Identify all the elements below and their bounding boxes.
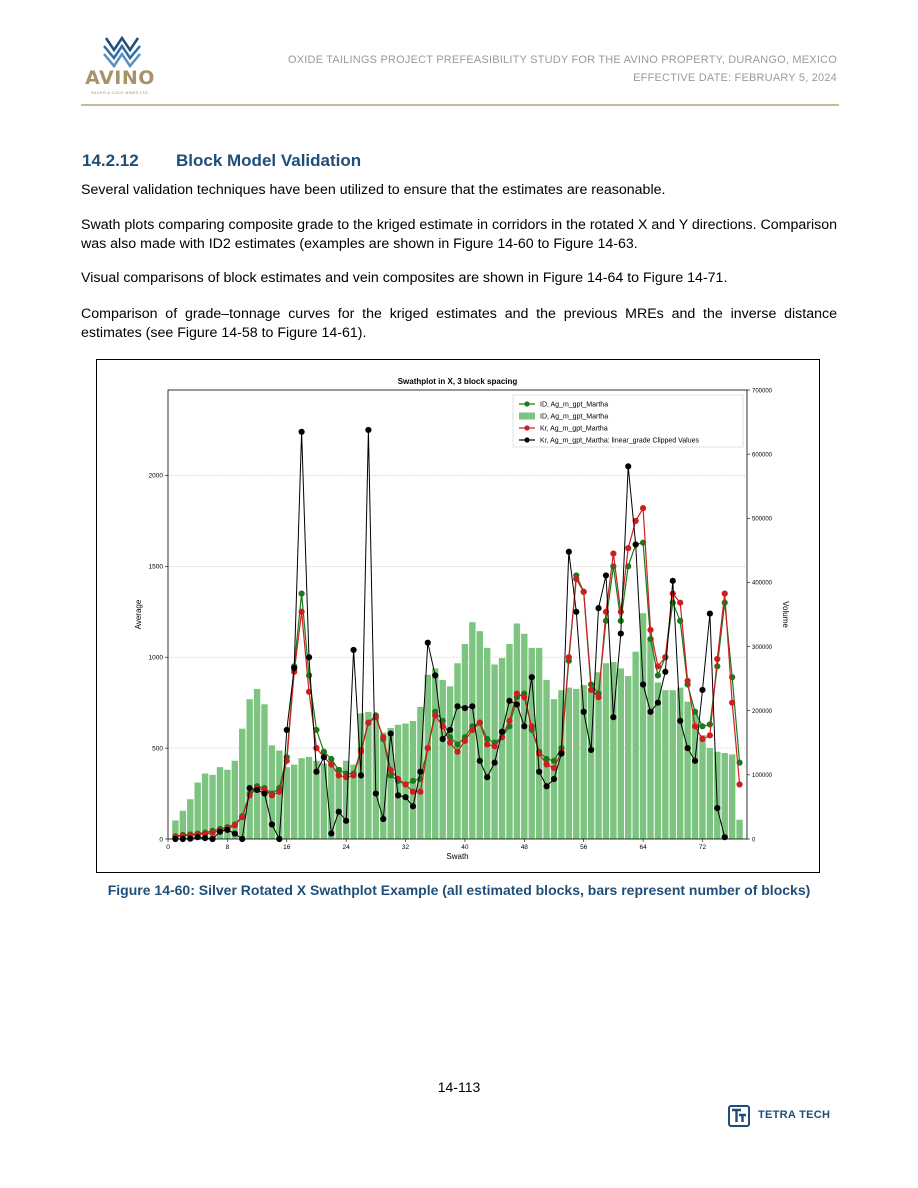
x-tick-label: 24	[342, 844, 350, 851]
volume-bar	[603, 663, 609, 839]
data-point	[685, 746, 690, 751]
data-point	[403, 782, 408, 787]
data-point	[403, 795, 408, 800]
y2-tick-label: 300000	[752, 644, 773, 651]
tetra-tech-mark-icon	[728, 1105, 750, 1127]
data-point	[351, 647, 356, 652]
data-point	[678, 600, 683, 605]
data-point	[455, 749, 460, 754]
data-point	[418, 789, 423, 794]
x-tick-label: 32	[401, 844, 410, 851]
figure-caption: Figure 14-60: Silver Rotated X Swathplot Example (all estimated blocks, bars represent number of blocks)	[107, 882, 811, 898]
volume-bar	[729, 754, 735, 839]
data-point	[462, 738, 467, 743]
data-point	[269, 793, 274, 798]
header-title: OXIDE TAILINGS PROJECT PREFEASIBILITY STUDY FOR THE AVINO PROPERTY, DURANGO, MEXICO	[288, 54, 837, 66]
x-tick-label: 8	[225, 844, 230, 851]
legend-marker	[524, 437, 529, 442]
data-point	[388, 773, 393, 778]
data-point	[730, 700, 735, 705]
data-point	[277, 789, 282, 794]
data-point	[329, 756, 334, 761]
y2-tick-label: 100000	[752, 773, 773, 780]
volume-bar	[388, 728, 394, 839]
data-point	[655, 664, 660, 669]
volume-bar	[202, 774, 208, 839]
volume-bar	[632, 652, 638, 839]
section-heading	[82, 151, 361, 171]
volume-bar	[477, 631, 483, 839]
legend-label: Kr, Ag_m_gpt_Martha	[540, 425, 608, 433]
data-point	[373, 791, 378, 796]
data-point	[611, 551, 616, 556]
volume-bar	[618, 668, 624, 839]
y2-tick-label: 500000	[752, 516, 773, 523]
data-point	[670, 578, 675, 583]
data-point	[381, 735, 386, 740]
y2-tick-label: 700000	[752, 388, 773, 395]
data-point	[522, 695, 527, 700]
volume-bar	[699, 735, 705, 839]
data-point	[254, 787, 259, 792]
data-point	[514, 702, 519, 707]
data-point	[247, 793, 252, 798]
data-point	[284, 727, 289, 732]
data-point	[700, 736, 705, 741]
avino-logo	[82, 36, 162, 100]
data-point	[507, 698, 512, 703]
section-title: Block Model Validation	[176, 151, 362, 170]
volume-bar	[736, 820, 742, 839]
volume-bar	[291, 765, 297, 839]
y2-tick-label: 200000	[752, 709, 773, 716]
data-point	[306, 655, 311, 660]
data-point	[336, 773, 341, 778]
y2-tick-label: 600000	[752, 452, 773, 459]
data-point	[700, 687, 705, 692]
data-point	[388, 767, 393, 772]
data-point	[470, 727, 475, 732]
data-point	[596, 695, 601, 700]
paragraph: Comparison of grade–tonnage curves for the kriged estimates and the previous MREs and the inverse distance estimates (see Figure 14-58 to Figure 14-61).	[81, 306, 837, 341]
data-point	[410, 778, 415, 783]
x-tick-label: 40	[461, 844, 469, 851]
data-point	[574, 609, 579, 614]
data-point	[529, 724, 534, 729]
data-point	[447, 740, 452, 745]
data-point	[581, 709, 586, 714]
data-point	[655, 673, 660, 678]
data-point	[544, 784, 549, 789]
data-point	[618, 631, 623, 636]
volume-bar	[521, 634, 527, 839]
data-point	[217, 829, 222, 834]
data-point	[447, 727, 452, 732]
volume-bar	[499, 658, 505, 839]
data-point	[485, 742, 490, 747]
y-tick-label: 500	[152, 745, 163, 753]
data-point	[440, 736, 445, 741]
data-point	[514, 691, 519, 696]
data-point	[626, 546, 631, 551]
page-number: 14-113	[437, 1079, 481, 1095]
volume-bar	[625, 676, 631, 839]
data-point	[492, 760, 497, 765]
data-point	[707, 611, 712, 616]
y-tick-label: 2000	[148, 472, 163, 480]
header-date: EFFECTIVE DATE: FEBRUARY 5, 2024	[633, 72, 837, 84]
data-point	[344, 818, 349, 823]
data-point	[292, 666, 297, 671]
data-point	[225, 827, 230, 832]
y2-tick-label: 400000	[752, 580, 773, 587]
data-point	[329, 831, 334, 836]
data-point	[455, 704, 460, 709]
data-point	[299, 429, 304, 434]
data-point	[611, 715, 616, 720]
data-point	[678, 718, 683, 723]
data-point	[670, 591, 675, 596]
data-point	[410, 804, 415, 809]
data-point	[425, 640, 430, 645]
volume-bar	[246, 699, 252, 839]
data-point	[321, 755, 326, 760]
volume-bar	[254, 689, 260, 839]
data-point	[618, 609, 623, 614]
data-point	[269, 822, 274, 827]
data-point	[663, 669, 668, 674]
data-point	[551, 776, 556, 781]
x-axis-label: Swath	[446, 852, 469, 861]
data-point	[232, 831, 237, 836]
data-point	[722, 591, 727, 596]
legend-label: ID, Ag_m_gpt_Martha	[540, 413, 609, 421]
logo-subtitle: SILVER & GOLD MINES LTD.	[90, 90, 150, 95]
tetra-tech-logo	[728, 1105, 832, 1131]
data-point	[692, 724, 697, 729]
data-point	[596, 606, 601, 611]
volume-bar	[506, 644, 512, 839]
volume-bar	[261, 704, 267, 839]
data-point	[470, 704, 475, 709]
volume-bar	[573, 689, 579, 839]
data-point	[551, 766, 556, 771]
data-point	[477, 720, 482, 725]
y-tick-label: 1000	[148, 654, 163, 662]
header-divider	[81, 104, 839, 106]
x-tick-label: 0	[166, 844, 170, 851]
data-point	[589, 687, 594, 692]
data-point	[425, 746, 430, 751]
volume-bar	[670, 690, 676, 839]
data-point	[715, 656, 720, 661]
paragraph: Visual comparisons of block estimates and vein composites are shown in Figure 14-64 to Figure 14-71.	[81, 270, 728, 286]
data-point	[544, 762, 549, 767]
data-point	[329, 762, 334, 767]
tetra-tech-text: TETRA TECH	[758, 1109, 831, 1121]
data-point	[655, 700, 660, 705]
x-tick-label: 16	[283, 844, 291, 851]
volume-bar	[514, 623, 520, 839]
data-point	[247, 786, 252, 791]
data-point	[603, 573, 608, 578]
data-point	[240, 815, 245, 820]
data-point	[529, 675, 534, 680]
volume-bar	[647, 638, 653, 839]
data-point	[418, 769, 423, 774]
data-point	[388, 731, 393, 736]
data-point	[522, 724, 527, 729]
data-point	[381, 816, 386, 821]
volume-bar	[284, 767, 290, 839]
volume-bar	[402, 724, 408, 839]
legend-swatch	[519, 413, 535, 420]
legend-marker	[524, 401, 529, 406]
data-point	[640, 506, 645, 511]
data-point	[351, 773, 356, 778]
data-point	[707, 733, 712, 738]
data-point	[589, 747, 594, 752]
data-point	[477, 758, 482, 763]
data-point	[410, 789, 415, 794]
legend-label: Kr, Ag_m_gpt_Martha: linear_grade Clipped Values	[540, 437, 700, 445]
volume-bar	[684, 702, 690, 839]
swath-chart	[97, 360, 819, 872]
data-point	[648, 709, 653, 714]
x-tick-label: 48	[520, 844, 528, 851]
y2-axis-label: Volume	[781, 601, 790, 628]
data-point	[640, 682, 645, 687]
data-point	[737, 782, 742, 787]
volume-bar	[321, 763, 327, 839]
section-number: 14.2.12	[82, 151, 139, 170]
figure-frame	[96, 359, 820, 873]
data-point	[566, 655, 571, 660]
data-point	[715, 805, 720, 810]
volume-bar	[439, 680, 445, 839]
data-point	[485, 775, 490, 780]
volume-bar	[662, 690, 668, 839]
data-point	[314, 769, 319, 774]
data-point	[574, 576, 579, 581]
data-point	[262, 791, 267, 796]
data-point	[663, 655, 668, 660]
y2-tick-label: 0	[752, 837, 756, 844]
volume-bar	[692, 713, 698, 839]
logo-text: AVINO	[85, 67, 155, 89]
data-point	[366, 427, 371, 432]
volume-bar	[566, 688, 572, 839]
data-point	[581, 589, 586, 594]
data-point	[396, 793, 401, 798]
data-point	[462, 706, 467, 711]
volume-bar	[707, 748, 713, 839]
data-point	[648, 627, 653, 632]
x-tick-label: 64	[639, 844, 647, 851]
data-point	[499, 729, 504, 734]
x-tick-label: 56	[580, 844, 588, 851]
data-point	[366, 720, 371, 725]
data-point	[566, 549, 571, 554]
y-axis-label: Average	[134, 599, 143, 630]
y-tick-label: 1500	[148, 563, 163, 571]
data-point	[685, 678, 690, 683]
data-point	[336, 809, 341, 814]
volume-bar	[447, 686, 453, 839]
data-point	[358, 773, 363, 778]
data-point	[321, 749, 326, 754]
volume-bar	[722, 753, 728, 839]
data-point	[559, 751, 564, 756]
data-point	[700, 724, 705, 729]
data-point	[210, 830, 215, 835]
paragraph: Several validation techniques have been utilized to ensure that the estimates are reasonable.	[81, 182, 666, 198]
volume-bar	[298, 758, 304, 839]
data-point	[492, 744, 497, 749]
volume-bar	[558, 690, 564, 839]
y-tick-label: 0	[159, 836, 163, 844]
data-point	[433, 673, 438, 678]
data-point	[633, 542, 638, 547]
data-point	[626, 464, 631, 469]
data-point	[433, 713, 438, 718]
volume-bar	[306, 757, 312, 839]
data-point	[692, 758, 697, 763]
data-point	[537, 769, 542, 774]
legend-marker	[524, 425, 529, 430]
data-point	[455, 742, 460, 747]
data-point	[203, 835, 208, 840]
chart-title: Swathplot in X, 3 block spacing	[397, 377, 518, 386]
avino-emblem-icon	[82, 36, 162, 70]
legend-label: ID, Ag_m_gpt_Martha	[540, 401, 609, 409]
data-point	[299, 591, 304, 596]
x-tick-label: 72	[698, 844, 707, 851]
data-point	[232, 823, 237, 828]
volume-bar	[677, 688, 683, 839]
data-point	[299, 609, 304, 614]
data-point	[507, 718, 512, 723]
paragraph: Swath plots comparing composite grade to the kriged estimate in corridors in the rotated X and Y directions. Comparison was also made with ID2 estimates (examples are shown in Figure 14-60 to Figure 14-63.	[81, 217, 837, 252]
